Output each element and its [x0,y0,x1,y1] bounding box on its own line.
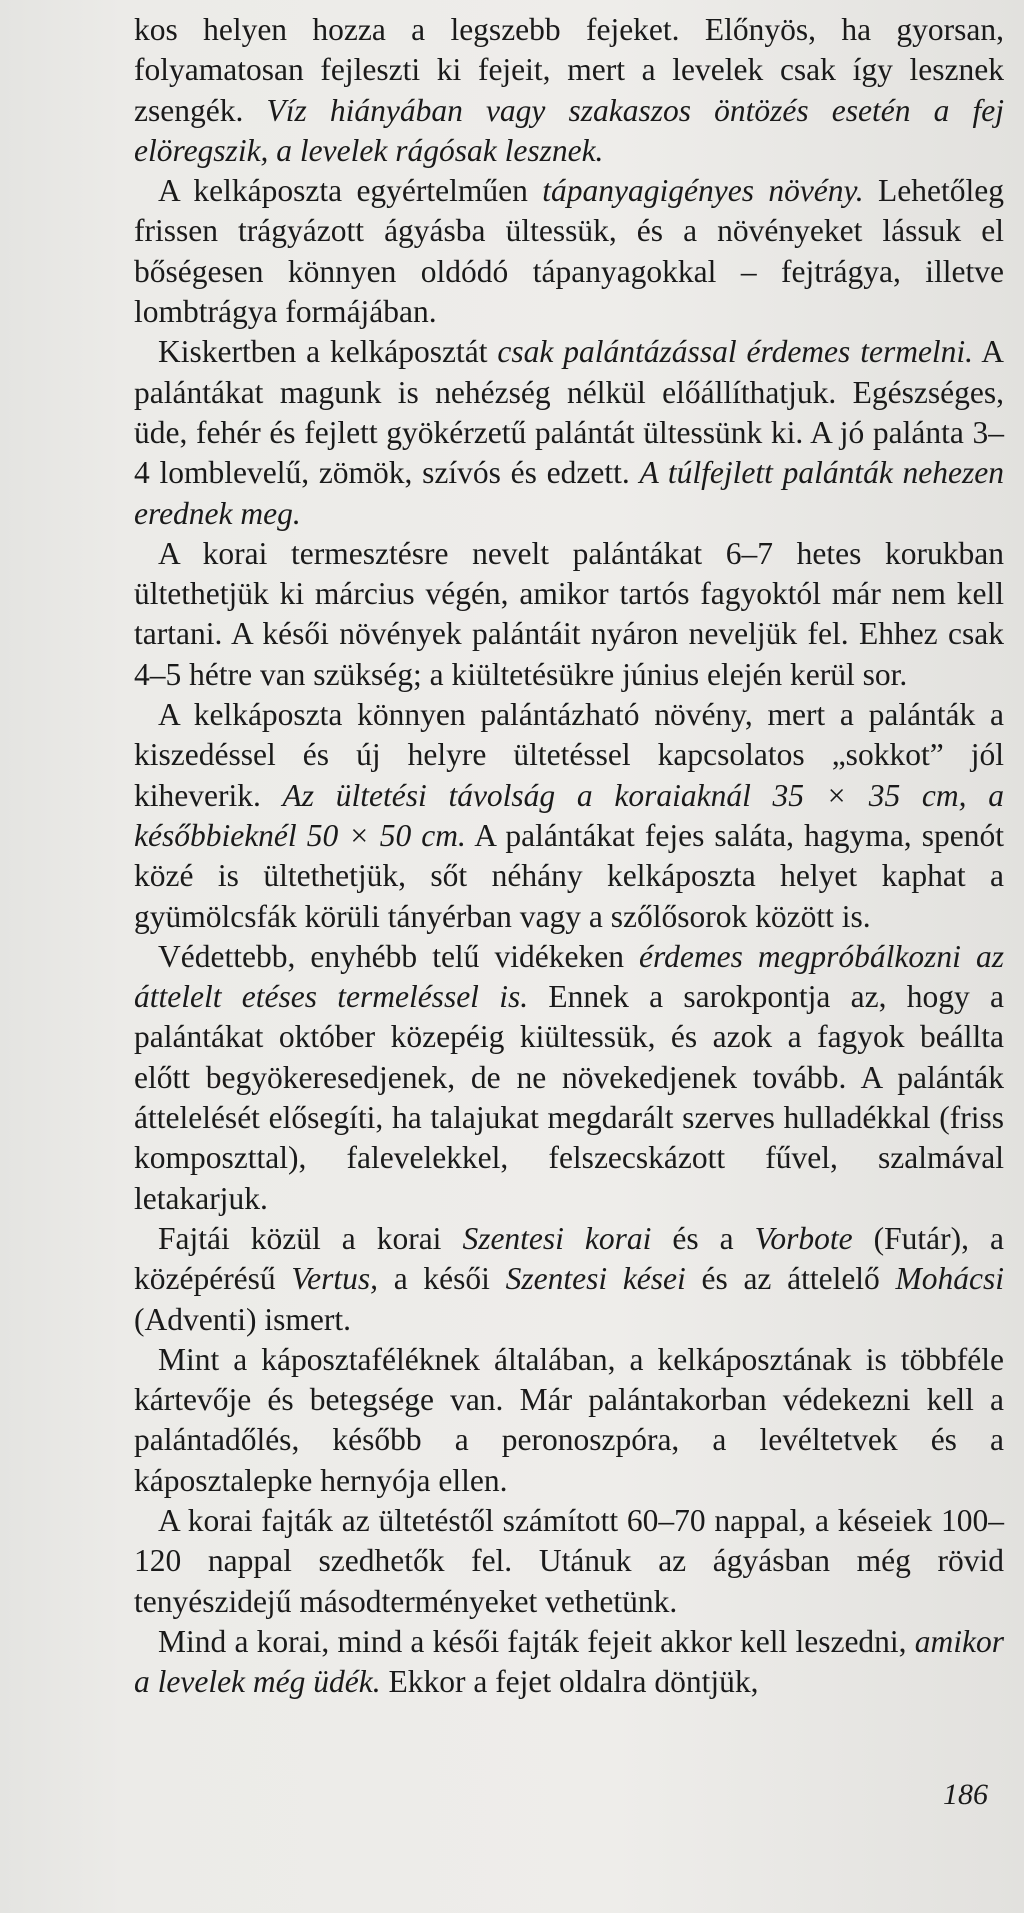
text-run: Ekkor a fejet oldalra döntjük, [380,1664,759,1700]
text-run: kos helyen hozza a legszebb fejeket. Előnyös, ha gyorsan, folyamatosan fejleszti ki fejeit, mert a levelek csak így lesznek zsengék. [134,12,1004,128]
italic-text: Szentesi korai [462,1220,652,1256]
text-run: Fajtái közül a korai [158,1220,463,1256]
text-run: és az áttelelő [685,1261,896,1297]
italic-text: tápanyagigényes növény. [542,173,864,209]
italic-text: Mohácsi [895,1261,1005,1297]
text-run: A korai fajták az ültetéstől számított 60–70 nappal, a késeiek 100–120 nappal szedhetők fel. Utánuk az ágyásban még rövid tenyészidejű másodterményeket vethetünk. [134,1502,1004,1619]
italic-text: csak palántázással érdemes termelni. [497,334,974,370]
italic-text: Az ültetési távolság a koraiaknál 35 × 35 cm, a későbbieknél 50 × 50 cm. [134,777,1004,853]
text-run: (Futár), a középérésű [134,1220,1004,1297]
italic-text: A túlfejlett palánták nehezen erednek meg. [134,455,1005,531]
paragraph [134,1622,1004,1703]
italic-text: érdemes megpróbálkozni az áttelelt etéses termeléssel is. [134,938,1004,1015]
paragraph [134,1340,1004,1501]
italic-text: Víz hiányában vagy szakaszos öntözés esetén a fej elöregszik, a levelek rágósak lesznek. [134,92,1004,168]
paragraph [134,10,1004,171]
text-run: A palántákat fejes saláta, hagyma, spenót közé is ültethetjük, sőt néhány kelkáposzta helyet kaphat a gyümölcsfák körüli tányérban vagy a szőlősorok között is. [134,817,1005,934]
text-run: A kelkáposzta egyértelműen [158,173,543,209]
text-run: A palántákat magunk is nehézség nélkül előállíthatjuk. Egészséges, üde, fehér és fejlett gyökérzetű palántát ültessünk ki. A jó palánta 3–4 lomblevelű, zömök, szívós és edzett. [134,334,1004,491]
text-run: A korai termesztésre nevelt palántákat 6–7 hetes korukban ültethetjük ki március végén, amikor tartós fagyoktól már nem kell tartani. A késői növények palántáit nyáron neveljük fel. Ehhez csak 4–5 hétre van szükség; a kiültetésükre június elején kerül sor. [134,535,1004,692]
paragraph [134,937,1004,1219]
text-run: és a [651,1220,755,1256]
paragraph [134,534,1004,695]
italic-text: Vertus, [291,1261,379,1297]
text-run: Lehetőleg frissen trágyázott ágyásba ültessük, és a növényeket lássuk el bőségesen könnyen oldódó tápanyagokkal – fejtrágya, illetve lombtrágya formájában. [134,173,1004,330]
text-run: (Adventi) ismert. [134,1301,351,1337]
paragraph [134,1501,1004,1622]
text-run: Mind a korai, mind a késői fajták fejeit akkor kell leszedni, [158,1623,915,1659]
italic-text: Vorbote [754,1220,853,1256]
italic-text: amikor a levelek még üdék. [134,1623,1004,1700]
body-text [134,10,1004,1702]
text-run: A kelkáposzta könnyen palántázható növény, mert a palánták a kiszedéssel és új helyre ültetéssel kapcsolatos „sokkot” jól kiheverik. [134,697,1004,813]
paragraph [134,1219,1004,1340]
paragraph [134,332,1004,533]
text-run: Védettebb, enyhébb telű vidékeken [158,938,640,974]
paragraph [134,695,1004,937]
page-number: 186 [943,1778,988,1811]
italic-text: Szentesi kései [505,1261,686,1297]
text-run: Kiskertben a kelkáposztát [158,334,498,370]
text-run: Ennek a sarokpontja az, hogy a palántákat október közepéig kiültessük, és azok a fagyok beállta előtt begyökeresedjenek, de ne növekedjenek tovább. A palánták áttelelését elősegíti, ha talajukat megdarált szerves hulladékkal (friss komposzttal), falevelekkel, felszecskázott fűvel, szalmával letakarjuk. [134,979,1004,1216]
text-run: Mint a káposztaféléknek általában, a kelkáposztának is többféle kártevője és betegsége van. Már palántakorban védekezni kell a palántadőlés, később a peronoszpóra, a levéltetvek és a káposztalepke hernyója ellen. [134,1341,1004,1498]
text-run: a késői [378,1261,506,1297]
paragraph [134,171,1004,332]
